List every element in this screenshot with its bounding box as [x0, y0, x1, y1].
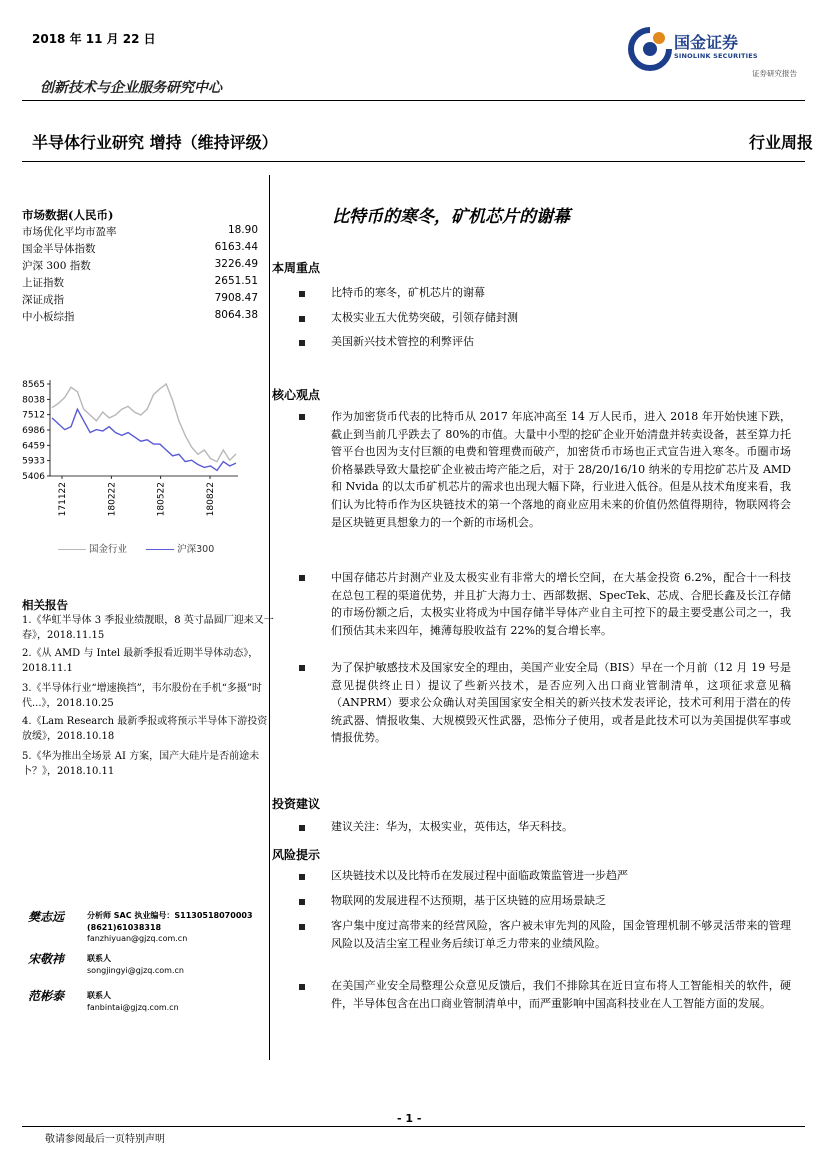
view-item: 作为加密货币代表的比特币从 2017 年底冲高至 14 万人民币，进入 2018 年开始快速下跌，截止到当前几乎跌去了 80%的市值。大量中小型的挖矿企业开始清盘并转卖设备，甚至算力托管平台也因为支付巨额的电费和管理费而破产，加密货币市场也正式宣告进入寒冬。币圈市场价格暴跌导致大量挖矿企业被击垮产能之后，对于 28/20/16/10 纳米的专用挖矿芯片及 AMD 和 Nvida 的以太币矿机芯片的需求也出现大幅下降，行业进入低谷。但是从技术角度来看，我们认为比特币作为区块链技术的第一个落地的商业应用未来的价值仍然值得期待，物联网将会是区块链更具想象力的一个新的市场机会。	[331, 410, 791, 529]
chart-y-tick-label: 5933	[22, 456, 45, 467]
main-title: 比特币的寒冬，矿机芯片的谢幕	[332, 207, 570, 227]
chart-y-tick-label: 6986	[22, 425, 45, 436]
author-role: 分析师 SAC 执业编号：S1130518070003	[87, 911, 253, 920]
bullet-icon	[299, 575, 305, 581]
legend-swatch-industry	[58, 549, 86, 550]
report-title: 半导体行业研究 增持（维持评级）	[32, 133, 278, 152]
header-divider-bottom	[22, 161, 805, 162]
bullet-icon	[299, 924, 305, 930]
chart-series-line-hs300	[52, 409, 236, 470]
author-info	[87, 990, 179, 1013]
market-row-label: 沪深 300 指数	[22, 260, 91, 272]
view-item: 为了保护敏感技术及国家安全的理由，美国产业安全局（BIS）早在一个月前（12 月 19 号是意见提供终止日）提议了些新兴技术，是否应列入出口商业管制清单，这项征求意见稿（ANPRM）要求公众确认对美国国家安全相关的新兴技术发表评论，技术可利用于潜在的传统武器、情报收集、大规模毁灭性武器，恐怖分子使用，或者是此技术可以为美国提供军事或情报优势。	[331, 661, 791, 745]
market-data-title: 市场数据(人民币)	[22, 208, 114, 222]
invest-item: 建议关注：华为，太极实业，英伟达，华天科技。	[331, 820, 573, 833]
related-report-item: 2.《从 AMD 与 Intel 最新季报看近期半导体动态》，2018.11.1	[22, 648, 259, 674]
market-row-label: 市场优化平均市盈率	[22, 226, 117, 238]
market-row-label: 中小板综指	[22, 311, 75, 323]
chart-y-tick-label: 8565	[22, 380, 45, 390]
risk-item: 客户集中度过高带来的经营风险，客户被未审先判的风险，国金管理机制不够灵活带来的管理风险以及洁尘室工程业务后续订单乏力带来的业绩风险。	[331, 919, 791, 950]
market-row	[22, 241, 258, 258]
index-line-chart	[18, 370, 258, 530]
logo-mark-icon	[628, 27, 672, 71]
related-reports-title: 相关报告	[22, 598, 68, 612]
market-row-value: 3226.49	[214, 258, 258, 270]
chart-x-tick-label: 171122	[58, 482, 68, 517]
logo-tagline: 证券研究报告	[752, 69, 797, 78]
market-row	[22, 309, 258, 326]
bullet-icon	[299, 665, 305, 671]
bullet-icon	[299, 984, 305, 990]
market-row	[22, 292, 258, 309]
author-email: fanbintai@gjzq.com.cn	[87, 1002, 179, 1012]
chart-x-tick-label: 180522	[156, 482, 167, 517]
section-title-invest: 投资建议	[272, 797, 321, 811]
related-report-item: 3.《半导体行业“增速换挡”，韦尔股份在手机“多摄”时代...》，2018.10.25	[22, 683, 262, 709]
author-phone: (8621)61038318	[87, 922, 162, 932]
market-row-label: 上证指数	[22, 277, 64, 289]
footer-disclaimer-note: 敬请参阅最后一页特别声明	[45, 1134, 165, 1145]
bullet-icon	[299, 291, 305, 297]
bullet-icon	[299, 340, 305, 346]
market-row-value: 8064.38	[214, 309, 258, 321]
market-row	[22, 224, 258, 241]
market-row	[22, 275, 258, 292]
highlight-item: 美国新兴技术管控的利弊评估	[331, 335, 474, 348]
view-item: 中国存储芯片封测产业及太极实业有非常大的增长空间，在大基金投资 6.2%，配合十一科技在总包工程的渠道优势，并且扩大海力士、西部数据、SpecTek、芯成、合肥长鑫及长江存储的市场份额之后，太极实业将成为中国存储半导体产业自主可控下的最主要受惠公司之一，我们预估其未来四年，摊薄每股收益有 22%的复合增长率。	[331, 571, 791, 637]
market-row-value: 6163.44	[214, 241, 258, 253]
author-role: 联系人	[87, 991, 111, 1000]
author-name: 范彬泰	[28, 989, 65, 1003]
legend-swatch-hs300	[146, 549, 174, 550]
header-divider-top	[22, 100, 805, 101]
author-name: 宋敬祎	[28, 952, 65, 966]
chart-y-tick-label: 5406	[22, 472, 45, 482]
bullet-icon	[299, 316, 305, 322]
chart-series-line-industry	[52, 384, 236, 462]
market-row-value: 2651.51	[214, 275, 258, 287]
logo-name: 国金证券	[674, 33, 739, 52]
chart-x-tick-label: 180222	[107, 482, 118, 517]
chart-y-tick-label: 7512	[22, 410, 45, 421]
market-row-value: 18.90	[227, 224, 258, 236]
risk-item: 区块链技术以及比特币在发展过程中面临政策监管进一步趋严	[331, 869, 628, 882]
bullet-icon	[299, 825, 305, 831]
legend-label-industry: 国金行业	[89, 544, 128, 555]
related-report-item: 1.《华虹半导体 3 季报业绩靓眼，8 英寸晶圆厂迎来又一春》，2018.11.15	[22, 615, 274, 641]
report-date: 2018 年 11 月 22 日	[32, 32, 156, 46]
bullet-icon	[299, 874, 305, 880]
highlight-item: 太极实业五大优势突破，引领存储封测	[331, 311, 518, 324]
legend-label-hs300: 沪深300	[177, 544, 215, 555]
section-title-risk: 风险提示	[272, 848, 321, 862]
highlight-item: 比特币的寒冬，矿机芯片的谢幕	[331, 286, 485, 299]
author-role: 联系人	[87, 954, 111, 963]
section-title-views: 核心观点	[272, 388, 321, 402]
risk-item: 在美国产业安全局整理公众意见反馈后，我们不排除其在近日宣布将人工智能相关的软件，硬件，半导体包含在出口商业管制清单中，而严重影响中国高科技业在人工智能方面的发展。	[331, 979, 791, 1010]
chart-y-tick-label: 6459	[22, 441, 45, 452]
footer-divider	[22, 1126, 805, 1127]
author-email: fanzhiyuan@gjzq.com.cn	[87, 934, 188, 943]
bullet-icon	[299, 899, 305, 905]
author-email: songjingyi@gjzq.com.cn	[87, 965, 184, 975]
chart-y-tick-label: 8038	[22, 395, 45, 406]
market-row-value: 7908.47	[214, 292, 258, 304]
market-row-label: 国金半导体指数	[22, 243, 96, 255]
chart-x-tick-label: 180822	[206, 482, 216, 517]
page-number: - 1 -	[397, 1112, 422, 1125]
logo-name-en: SINOLINK SECURITIES	[674, 52, 758, 60]
research-center-name: 创新技术与企业服务研究中心	[40, 80, 222, 96]
author-info	[87, 953, 184, 976]
author-info	[87, 910, 253, 945]
risk-item: 物联网的发展进程不达预期，基于区块链的应用场景缺乏	[331, 894, 606, 907]
related-report-item: 5.《华为推出全场景 AI 方案，国产大硅片是否前途未卜？》，2018.10.11	[22, 751, 260, 777]
related-report-item: 4.《Lam Research 最新季报或将预示半导体下游投资放缓》，2018.10.18	[22, 716, 268, 742]
market-row	[22, 258, 258, 275]
report-type: 行业周报	[748, 133, 813, 152]
bullet-icon	[299, 414, 305, 420]
market-row-label: 深证成指	[22, 294, 64, 306]
author-name: 樊志远	[28, 910, 65, 924]
section-title-highlights: 本周重点	[272, 261, 321, 275]
chart-legend	[58, 541, 214, 555]
